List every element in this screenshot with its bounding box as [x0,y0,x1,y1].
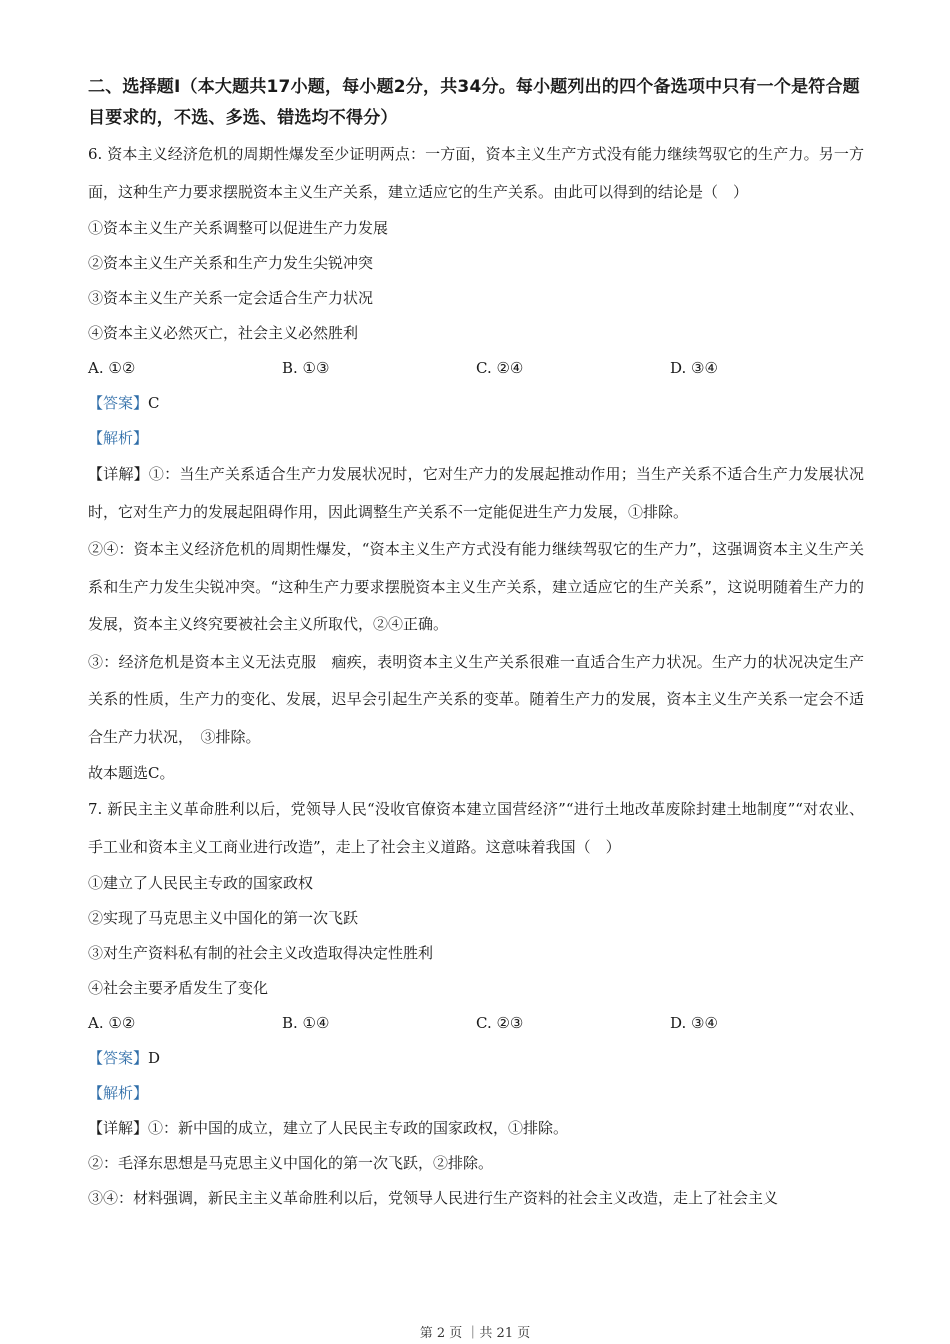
detail-paragraph: 【详解】①：新中国的成立，建立了人民民主专政的国家政权，①排除。 [88,1119,569,1137]
conclusion: 故本题选C。 [88,764,175,782]
option-c: C. ②③ [476,1014,524,1032]
analysis-line [88,421,864,456]
answer-line [88,1041,864,1076]
option-a: A. ①② [88,1014,136,1032]
option-d: D. ③④ [670,1014,718,1032]
statement: ④资本主义必然灭亡，社会主义必然胜利 [88,324,359,342]
answer-value: D [148,1049,161,1067]
answer-tag: 【答案】 [88,394,149,412]
option-b: B. ①③ [282,359,330,377]
option-a: A. ①② [88,359,136,377]
statement: ④社会主要矛盾发生了变化 [88,979,269,997]
answer-line [88,386,864,421]
statement: ②资本主义生产关系和生产力发生尖锐冲突 [88,254,374,272]
statement: ②实现了马克思主义中国化的第一次飞跃 [88,909,359,927]
statement: ①资本主义生产关系调整可以促进生产力发展 [88,219,389,237]
section-title: 二、选择题Ⅰ（本大题共17小题，每小题2分，共34分。每小题列出的四个备选项中只有一个是符合题目要求的，不选、多选、错选均不得分） [88,77,860,128]
options-row [88,351,864,386]
detail-paragraph: ②④：资本主义经济危机的周期性爆发，“资本主义生产方式没有能力继续驾驭它的生产力”，这强调资本主义生产关系和生产力发生尖锐冲突。“这种生产力要求摆脱资本主义生产关系，建立适应它的生产关系”，这说明随着生产力的发展，资本主义终究要被社会主义所取代，②④正确。 [88,540,864,633]
analysis-tag: 【解析】 [88,1084,149,1102]
answer-value: C [148,394,160,412]
detail-paragraph: ②：毛泽东思想是马克思主义中国化的第一次飞跃，②排除。 [88,1154,494,1172]
statement: ③对生产资料私有制的社会主义改造取得决定性胜利 [88,944,434,962]
question-stem: 6. 资本主义经济危机的周期性爆发至少证明两点：一方面，资本主义生产方式没有能力继续驾驭它的生产力。另一方面，这种生产力要求摆脱资本主义生产关系，建立适应它的生产关系。由此可以得到的结论是（ ） [88,145,864,201]
analysis-line [88,1076,864,1111]
detail-paragraph: ③④：材料强调，新民主主义革命胜利以后，党领导人民进行生产资料的社会主义改造，走上了社会主义 [88,1189,779,1207]
option-d: D. ③④ [670,359,718,377]
page-footer: 第 2 页 ｜共 21 页 [419,1326,531,1341]
option-b: B. ①④ [282,1014,330,1032]
question-7 [88,791,864,1216]
page-content [88,72,864,1216]
options-row [88,1006,864,1041]
option-c: C. ②④ [476,359,524,377]
question-stem: 7. 新民主主义革命胜利以后，党领导人民“没收官僚资本建立国营经济”“进行土地改革废除封建土地制度”“对农业、手工业和资本主义工商业进行改造”，走上了社会主义道路。这意味着我国（ ） [88,800,864,856]
answer-tag: 【答案】 [88,1049,149,1067]
statement: ③资本主义生产关系一定会适合生产力状况 [88,289,374,307]
question-6 [88,136,864,791]
analysis-tag: 【解析】 [88,429,149,447]
detail-paragraph: 【详解】①：当生产关系适合生产力发展状况时，它对生产力的发展起推动作用；当生产关系不适合生产力发展状况时，它对生产力的发展起阻碍作用，因此调整生产关系不一定能促进生产力发展，①排除。 [88,465,864,521]
detail-paragraph: ③：经济危机是资本主义无法克服 痼疾，表明资本主义生产关系很难一直适合生产力状况。生产力的状况决定生产关系的性质，生产力的变化、发展，迟早会引起生产关系的变革。随着生产力的发展，资本主义生产关系一定会不适合生产力状况， ③排除。 [88,652,864,746]
statement: ①建立了人民民主专政的国家政权 [88,874,314,892]
